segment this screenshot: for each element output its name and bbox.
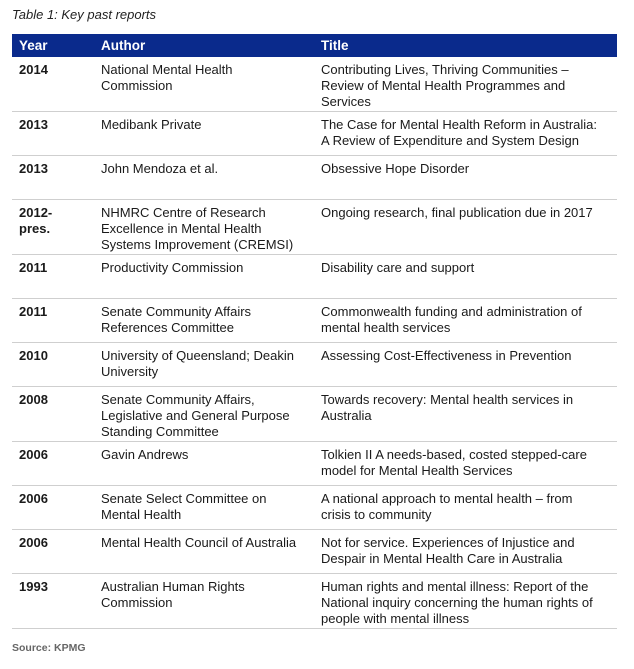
cell-year: 1993 — [12, 574, 94, 629]
cell-author: University of Queensland; Deakin University — [94, 343, 314, 387]
table-header — [12, 34, 617, 57]
key-past-reports-table — [12, 34, 617, 629]
cell-author: National Mental Health Commission — [94, 57, 314, 112]
cell-title: Ongoing research, final publication due in 2017 — [314, 200, 617, 255]
table-row — [12, 156, 617, 200]
cell-title: Contributing Lives, Thriving Communities – Review of Mental Health Programmes and Services — [314, 57, 617, 112]
table-caption: Table 1: Key past reports — [12, 7, 157, 22]
table-row — [12, 343, 617, 387]
table-body — [12, 57, 617, 629]
table-row — [12, 299, 617, 343]
cell-title: Human rights and mental illness: Report of the National inquiry concerning the human rights of people with mental illness — [314, 574, 617, 629]
cell-year: 2006 — [12, 530, 94, 574]
cell-author: Medibank Private — [94, 112, 314, 156]
header-author: Author — [94, 34, 314, 57]
cell-title: Disability care and support — [314, 255, 617, 299]
cell-author: Senate Community Affairs, Legislative and General Purpose Standing Committee — [94, 387, 314, 442]
cell-title: Obsessive Hope Disorder — [314, 156, 617, 200]
table-row — [12, 530, 617, 574]
header-year: Year — [12, 34, 94, 57]
cell-title: A national approach to mental health – from crisis to community — [314, 486, 617, 530]
table-row — [12, 57, 617, 112]
cell-author: Senate Community Affairs References Committee — [94, 299, 314, 343]
source-note: Source: KPMG — [12, 642, 86, 654]
table-row — [12, 486, 617, 530]
cell-author: NHMRC Centre of Research Excellence in Mental Health Systems Improvement (CREMSI) — [94, 200, 314, 255]
cell-year: 2013 — [12, 112, 94, 156]
cell-author: Australian Human Rights Commission — [94, 574, 314, 629]
table-row — [12, 387, 617, 442]
cell-author: John Mendoza et al. — [94, 156, 314, 200]
table-row — [12, 574, 617, 629]
cell-year: 2010 — [12, 343, 94, 387]
cell-title: Towards recovery: Mental health services in Australia — [314, 387, 617, 442]
cell-year: 2006 — [12, 486, 94, 530]
cell-year: 2012- pres. — [12, 200, 94, 255]
cell-author: Gavin Andrews — [94, 442, 314, 486]
header-title: Title — [314, 34, 617, 57]
cell-year: 2008 — [12, 387, 94, 442]
table-row — [12, 442, 617, 486]
cell-author: Mental Health Council of Australia — [94, 530, 314, 574]
cell-year: 2011 — [12, 255, 94, 299]
cell-author: Productivity Commission — [94, 255, 314, 299]
cell-year: 2011 — [12, 299, 94, 343]
cell-title: Commonwealth funding and administration of mental health services — [314, 299, 617, 343]
cell-year: 2014 — [12, 57, 94, 112]
cell-title: The Case for Mental Health Reform in Australia: A Review of Expenditure and System Design — [314, 112, 617, 156]
table-row — [12, 112, 617, 156]
cell-year: 2013 — [12, 156, 94, 200]
header-row — [12, 34, 617, 57]
cell-title: Tolkien II A needs-based, costed stepped-care model for Mental Health Services — [314, 442, 617, 486]
cell-year: 2006 — [12, 442, 94, 486]
cell-title: Assessing Cost-Effectiveness in Prevention — [314, 343, 617, 387]
cell-author: Senate Select Committee on Mental Health — [94, 486, 314, 530]
cell-title: Not for service. Experiences of Injustice and Despair in Mental Health Care in Australia — [314, 530, 617, 574]
table-row — [12, 255, 617, 299]
table-row — [12, 200, 617, 255]
